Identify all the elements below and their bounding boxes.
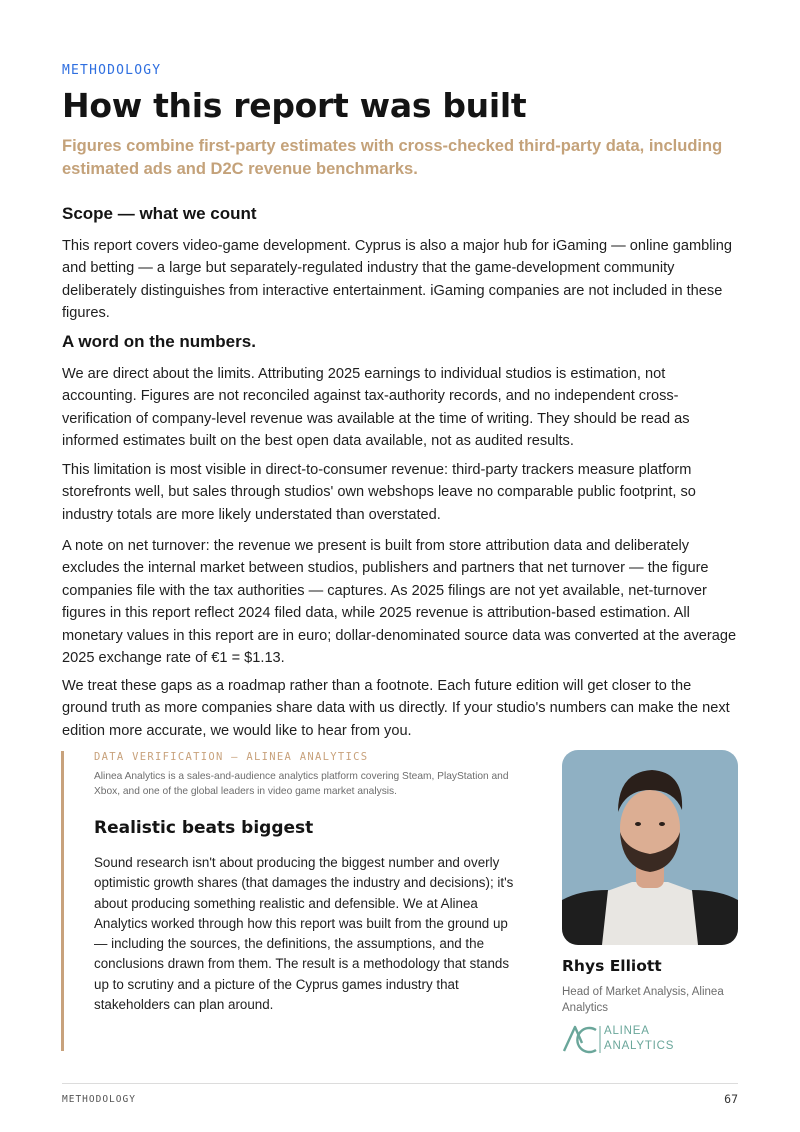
page-subtitle: Figures combine first-party estimates with cross-checked third-party data, including estimated ads and D2C revenue benchmarks. xyxy=(62,137,723,178)
scope-paragraph: This report covers video-game development. Cyprus is also a major hub for iGaming — online gambling and betting — a large but separately-regulated industry that the game-development community deliberately distinguishes from interactive entertainment. iGaming companies are not included in these figures. xyxy=(62,238,733,322)
person-role: Head of Market Analysis, Alinea Analytics xyxy=(562,986,724,1014)
page-number: 67 xyxy=(724,1092,738,1106)
callout-description: Alinea Analytics is a sales-and-audience analytics platform covering Steam, PlayStation and Xbox, and one of the global leaders in video game market analysis. xyxy=(94,771,509,797)
scope-heading: Scope — what we count xyxy=(62,204,257,223)
numbers-heading: A word on the numbers. xyxy=(62,332,256,351)
footer-section-label: METHODOLOGY xyxy=(62,1094,136,1105)
callout-accent-bar xyxy=(61,751,64,1051)
numbers-paragraph-1: We are direct about the limits. Attributing 2025 earnings to individual studios is estimation, not accounting. Figures are not reconciled against tax-authority records, and no independent cross-verification of company-level revenue was available at the time of writing. They should be read as informed estimates built on the best open data available, not as audited results. xyxy=(62,366,690,450)
person-name: Rhys Elliott xyxy=(562,957,662,975)
numbers-paragraph-3: A note on net turnover: the revenue we present is built from store attribution data and deliberately excludes the internal market between studios, publishers and partners that net turnover — the figure companies file with the tax authorities — captures. As 2025 filings are not yet available, net-turnover figures in this report reflect 2024 filed data, while 2025 revenue is attribution-based estimation. All monetary values in this report are in euro; dollar-denominated source data was converted at the average 2025 exchange rate of €1 = $1.13. xyxy=(62,538,737,667)
alinea-logo-text xyxy=(604,1024,674,1053)
portrait-sleeve-left xyxy=(562,890,608,945)
kicker: METHODOLOGY xyxy=(62,63,162,78)
page-title: How this report was built xyxy=(62,86,527,125)
numbers-paragraph-2: This limitation is most visible in direct-to-consumer revenue: third-party trackers measure platform storefronts well, but sales through studios' own webshops leave no comparable public footprint, so industry totals are more likely understated than overstated. xyxy=(62,462,696,523)
callout-kicker: DATA VERIFICATION — ALINEA ANALYTICS xyxy=(94,751,369,763)
callout-heading: Realistic beats biggest xyxy=(94,818,314,838)
logo-line-2: ANALYTICS xyxy=(604,1039,675,1052)
logo-line-1: ALINEA xyxy=(604,1025,650,1037)
callout-body: Sound research isn't about producing the biggest number and overly optimistic growth shares (that damages the industry and decisions); it's about producing something realistic and defensible. We at Alinea Analytics worked through how this report was built from the ground up — including the sources, the definitions, the assumptions, and the conclusions drawn from them. The result is a methodology that stands up to scrutiny and a picture of the Cyprus games industry that stakeholders can plan around. xyxy=(94,855,514,1013)
footer-divider xyxy=(62,1083,738,1084)
numbers-paragraph-4: We treat these gaps as a roadmap rather than a footnote. Each future edition will get closer to the ground truth as more companies share data with us directly. If your studio's numbers can make the next edition more accurate, we would like to hear from you. xyxy=(62,678,730,739)
portrait-photo xyxy=(562,750,738,945)
portrait-sleeve-right xyxy=(692,890,738,945)
